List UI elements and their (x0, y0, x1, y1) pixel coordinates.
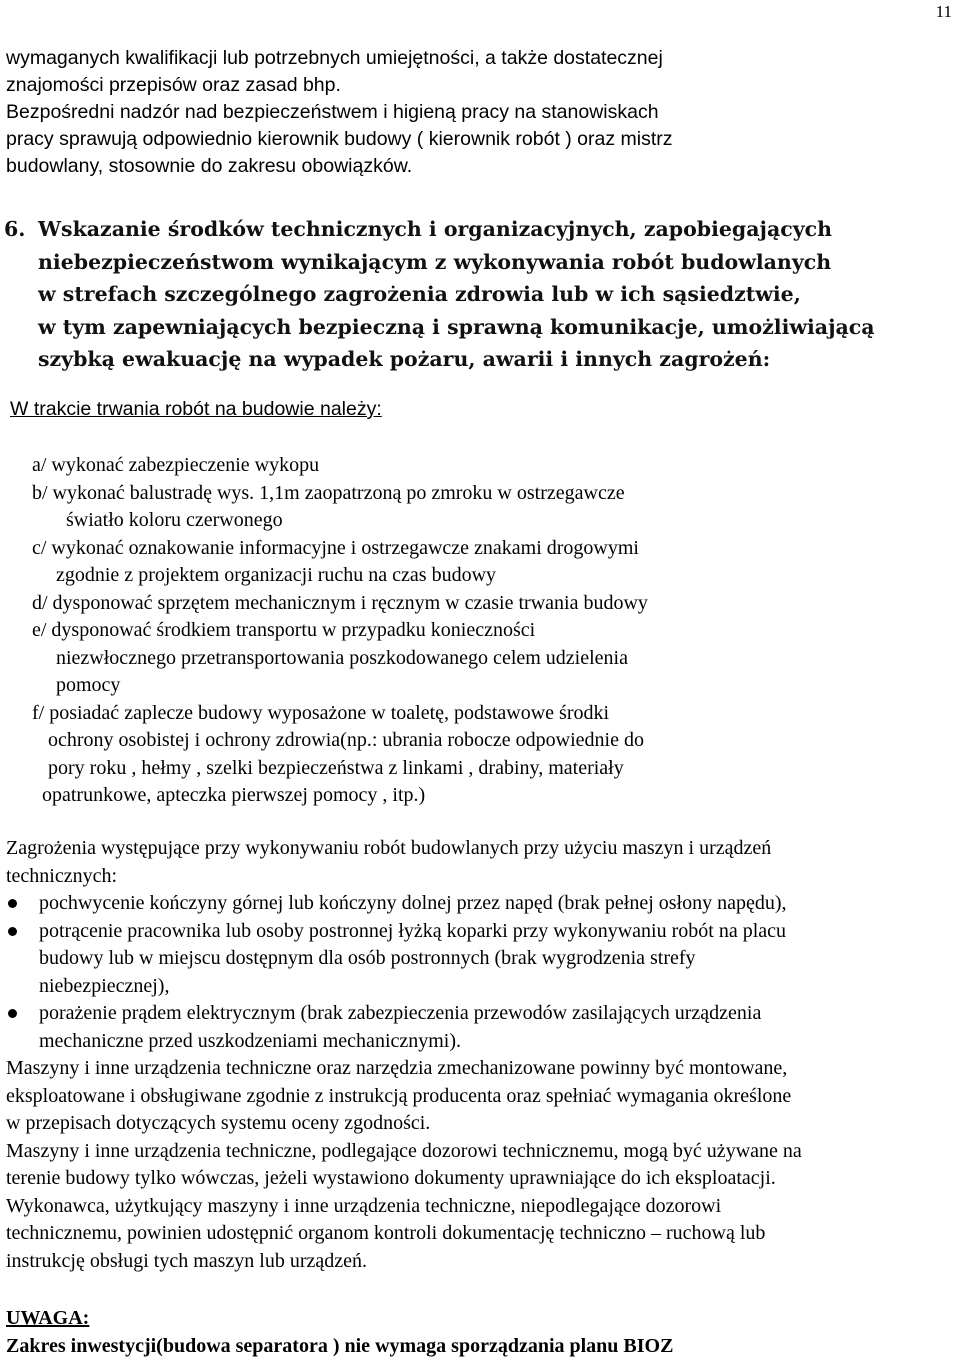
step-line: opatrunkowe, apteczka pierwszej pomocy , itp.) (42, 784, 426, 806)
page-number: 11 (935, 2, 952, 21)
list-item-line: pochwycenie kończyny górnej lub kończyny dolnej przez napęd (brak pełnej osłony napędu), (39, 892, 787, 914)
supervision-paragraph (6, 1138, 956, 1276)
paragraph-line: instrukcję obsługi tych maszyn lub urządzeń. (6, 1249, 368, 1272)
step-line: światło koloru czerwonego (66, 509, 283, 531)
note-label: UWAGA: (6, 1307, 90, 1329)
step-item-a (32, 452, 932, 480)
section-title (38, 213, 954, 376)
hazards-list (6, 890, 956, 1055)
hazards-section (6, 835, 956, 1275)
bullet-icon (8, 899, 17, 908)
paragraph-line: Wykonawca, użytkujący maszyny i inne urządzenia techniczne, niepodlegające dozorowi (6, 1194, 722, 1217)
intro-line: wymaganych kwalifikacji lub potrzebnych umiejętności, a także dostatecznej (6, 47, 663, 69)
hazards-intro-line: technicznych: (6, 864, 118, 887)
step-line: pomocy (56, 674, 121, 696)
step-line: e/ dysponować środkiem transportu w przypadku konieczności (32, 619, 536, 641)
step-line: b/ wykonać balustradę wys. 1,1m zaopatrzoną po zmroku w ostrzegawcze (32, 481, 625, 504)
step-item-b (32, 480, 932, 535)
paragraph-line: Maszyny i inne urządzenia techniczne oraz narzędzia zmechanizowane powinny być montowane, (6, 1057, 788, 1079)
steps-lead: W trakcie trwania robót na budowie należy: (10, 398, 382, 420)
intro-line: budowlany, stosownie do zakresu obowiązków. (6, 155, 413, 177)
hazards-intro-line: Zagrożenia występujące przy wykonywaniu robót budowlanych przy użyciu maszyn i urządzeń (6, 837, 772, 859)
list-item (6, 918, 956, 1001)
step-line: a/ wykonać zabezpieczenie wykopu (32, 454, 320, 476)
step-item-c (32, 535, 932, 590)
intro-line: pracy sprawują odpowiednio kierownik budowy ( kierownik robót ) oraz mistrz (6, 128, 673, 150)
list-item-line: budowy lub w miejscu dostępnym dla osób postronnych (brak wygrodzenia strefy (39, 947, 696, 969)
machinery-paragraph (6, 1055, 956, 1138)
step-line: d/ dysponować sprzętem mechanicznym i ręcznym w czasie trwania budowy (32, 591, 648, 614)
list-item-line: niebezpiecznej), (39, 974, 170, 997)
paragraph-line: technicznemu, powinien udostępnić organom kontroli dokumentację techniczno – ruchową lub (6, 1222, 766, 1244)
section-number: 6. (4, 217, 26, 241)
note-text: Zakres inwestycji(budowa separatora ) nie wymaga sporządzania planu BIOZ (6, 1335, 674, 1357)
section-title-line: w strefach szczególnego zagrożenia zdrowia lub w ich sąsiedztwie, (38, 282, 801, 306)
intro-paragraph (6, 45, 956, 180)
step-line: c/ wykonać oznakowanie informacyjne i ostrzegawcze znakami drogowymi (32, 536, 639, 559)
hazards-intro (6, 835, 956, 890)
list-item (6, 1000, 956, 1055)
step-line: niezwłocznego przetransportowania poszkodowanego celem udzielenia (56, 646, 628, 669)
paragraph-line: terenie budowy tylko wówczas, jeżeli wystawiono dokumenty uprawniające do ich eksploatacji. (6, 1167, 776, 1189)
steps-list (32, 452, 932, 810)
bullet-icon (8, 1009, 17, 1018)
paragraph-line: Maszyny i inne urządzenia techniczne, podlegające dozorowi technicznemu, mogą być używane na (6, 1139, 802, 1162)
list-item-line: porażenie prądem elektrycznym (brak zabezpieczenia przewodów zasilających urządzenia (39, 1002, 762, 1024)
step-item-f (32, 700, 932, 810)
bullet-icon (8, 927, 17, 936)
step-line: ochrony osobistej i ochrony zdrowia(np.: ubrania robocze odpowiednie do (48, 729, 644, 751)
intro-line: Bezpośredni nadzór nad bezpieczeństwem i higieną pracy na stanowiskach (6, 101, 659, 123)
list-item-line: potrącenie pracownika lub osoby postronnej łyżką koparki przy wykonywaniu robót na placu (39, 919, 787, 942)
step-line: f/ posiadać zaplecze budowy wyposażone w toaletę, podstawowe środki (32, 701, 610, 724)
section-heading (4, 213, 954, 376)
section-title-line: niebezpieczeństwom wynikającym z wykonywania robót budowlanych (38, 249, 832, 274)
list-item-line: mechaniczne przed uszkodzeniami mechanicznymi). (39, 1029, 462, 1052)
paragraph-line: w przepisach dotyczących systemu oceny zgodności. (6, 1112, 431, 1134)
section-title-line: w tym zapewniających bezpieczną i sprawną komunikacje, umożliwiającą (38, 314, 875, 339)
intro-line: znajomości przepisów oraz zasad bhp. (6, 74, 341, 96)
step-item-e (32, 617, 932, 700)
step-line: zgodnie z projektem organizacji ruchu na czas budowy (56, 564, 497, 586)
step-line: pory roku , hełmy , szelki bezpieczeństwa z linkami , drabiny, materiały (48, 756, 624, 779)
section-title-line: szybką ewakuację na wypadek pożaru, awarii i innych zagrożeń: (38, 347, 771, 371)
step-item-d (32, 590, 932, 618)
list-item (6, 890, 956, 918)
paragraph-line: eksploatowane i obsługiwane zgodnie z instrukcją producenta oraz spełniać wymagania określone (6, 1084, 792, 1107)
section-title-line: Wskazanie środków technicznych i organizacyjnych, zapobiegających (38, 217, 833, 241)
